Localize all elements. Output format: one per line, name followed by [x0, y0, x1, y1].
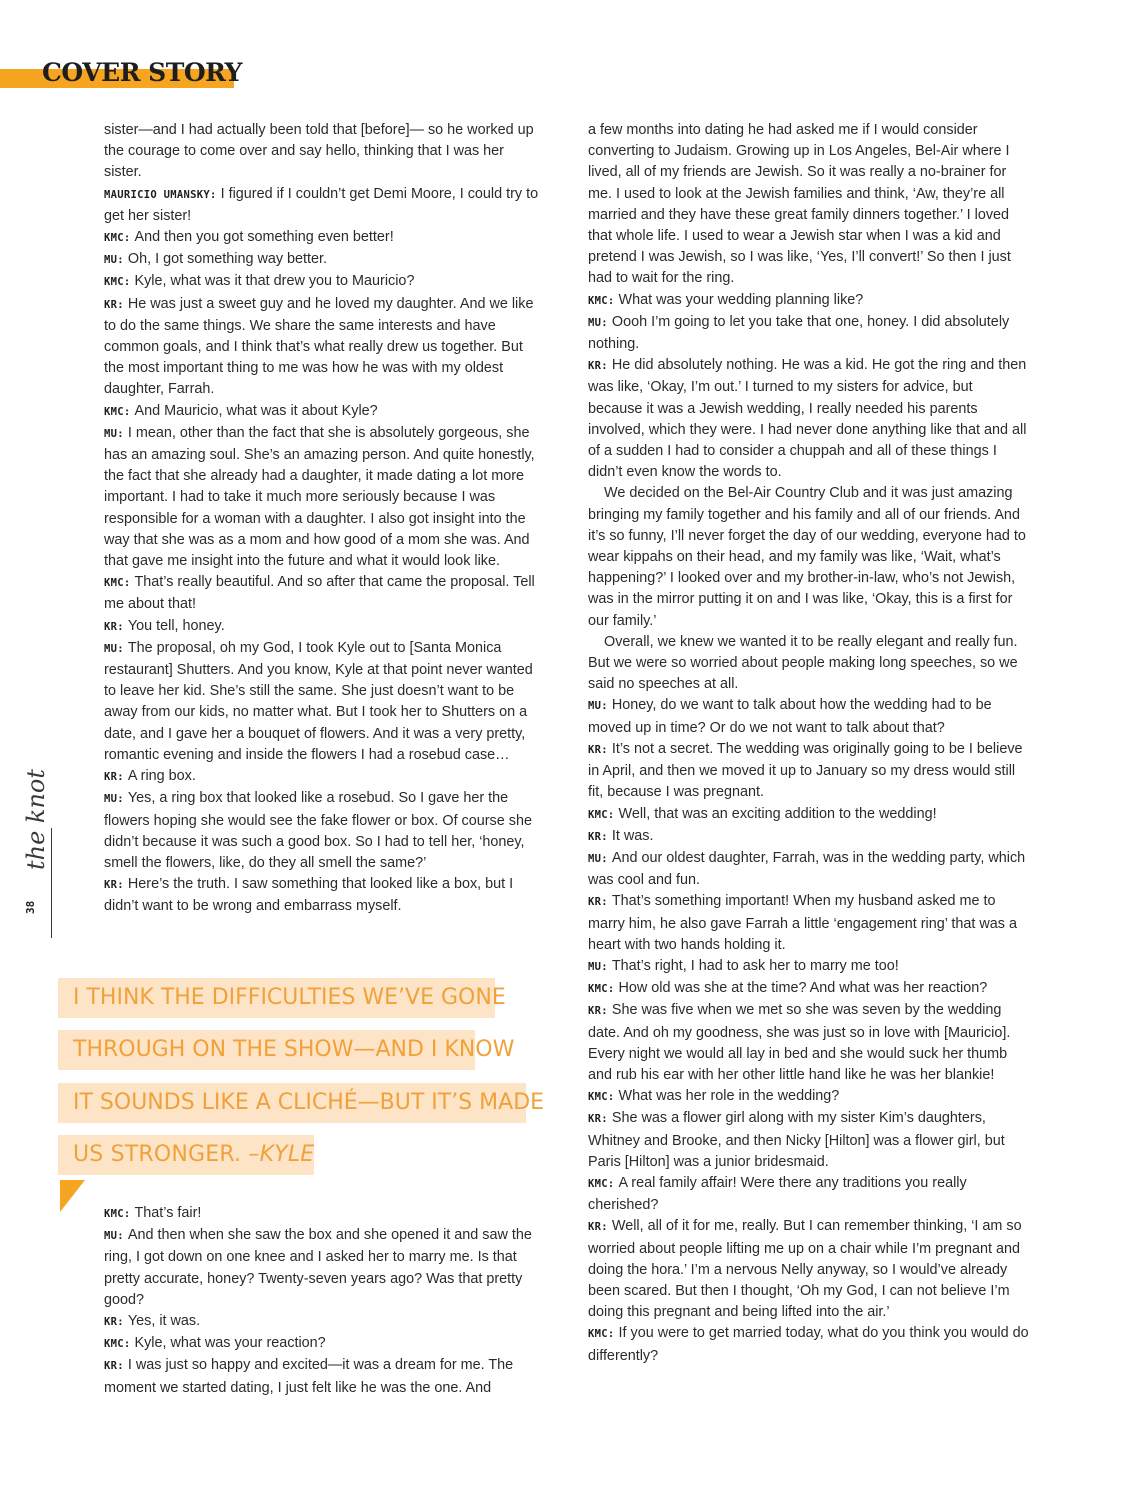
speaker-label: KR:	[588, 896, 608, 909]
paragraph	[104, 1203, 544, 1225]
paragraph-text: I mean, other than the fact that she is absolutely gorgeous, she has an amazing soul. She’s an amazing person. And quite honestly, the fact that she already had a daughter, it made dating a lot more important. I had to take it much more seriously because I was responsible for a woman with a daughter. I also got insight into the way that she was as a mom and how good of a mom she was. And that gave me insight into the future and what it would look like.	[104, 424, 535, 570]
speaker-label: KR:	[104, 771, 124, 784]
paragraph	[588, 1323, 1030, 1366]
paragraph	[588, 956, 1030, 978]
speaker-label: MU:	[588, 316, 608, 329]
paragraph-text: Well, that was an exciting addition to the wedding!	[618, 805, 937, 822]
paragraph	[588, 826, 1030, 848]
pull-quote-attribution: KYLE	[259, 1142, 315, 1167]
paragraph	[104, 1225, 544, 1311]
paragraph-text: He did absolutely nothing. He was a kid. He got the ring and then was like, ‘Okay, I’m out.’ I turned to my sisters for advice, but because it was a Jewish wedding, I really needed his parents involved, which they were. I had never done anything like that and all of a sudden I had to consider a chuppah and all of these things I didn’t even know the words to.	[588, 357, 1027, 481]
paragraph	[104, 572, 544, 615]
speaker-label: KMC:	[588, 294, 615, 307]
paragraph	[588, 1108, 1030, 1173]
speaker-label: MU:	[104, 793, 124, 806]
paragraph	[104, 766, 544, 788]
paragraph-text: Overall, we knew we wanted it to be really elegant and really fun. But we were so worried about people making long speeches, so we said no speeches at all.	[588, 633, 1018, 693]
paragraph-text: She was five when we met so she was seven by the wedding date. And oh my goodness, she was just so in love with [Mauricio]. Every night we would all lay in bed and she would suck her thumb and rub his ear with her other little hand like he was her blankie!	[588, 1002, 1011, 1083]
paragraph	[104, 1333, 544, 1355]
paragraph	[588, 1216, 1030, 1323]
pull-quote-line: I THINK THE DIFFICULTIES WE’VE GONE	[58, 978, 495, 1018]
paragraph-text: It’s not a secret. The wedding was originally going to be I believe in April, and then we moved it up to January so my dress would still fit, because I was pregnant.	[588, 740, 1023, 801]
paragraph	[104, 271, 544, 293]
paragraph-text: What was your wedding planning like?	[618, 291, 864, 308]
paragraph-text: Well, all of it for me, really. But I can remember thinking, ‘I am so worried about people lifting me up on a chair while I’m pregnant and doing the hora.’ I’m a nervous Nelly anyway, so I would’ve already been scared. But then I thought, ‘Oh my God, I can not believe I’m doing this pregnant and being lifted into the air.’	[588, 1218, 1022, 1321]
speaker-label: MAURICIO UMANSKY:	[104, 188, 217, 201]
paragraph-text: A real family affair! Were there any traditions you really cherished?	[588, 1174, 967, 1214]
paragraph-text: That’s something important! When my husband asked me to marry him, he also gave Farrah a little ‘engagement ring’ that was a heart with two hands holding it.	[588, 893, 1017, 953]
paragraph-text: You tell, honey.	[127, 617, 225, 634]
paragraph	[588, 632, 1030, 696]
speaker-label: MU:	[588, 852, 608, 865]
magazine-logo: the knot	[22, 768, 50, 870]
speaker-label: KMC:	[588, 1091, 615, 1104]
speaker-label: KR:	[588, 360, 608, 373]
speaker-label: MU:	[104, 642, 124, 655]
folio-divider	[51, 828, 52, 938]
paragraph-text: sister—and I had actually been told that [before]— so he worked up the courage to come over and say hello, thinking that I was her sister.	[104, 122, 534, 181]
paragraph	[588, 1086, 1030, 1108]
section-header	[0, 58, 242, 88]
paragraph-text: Here’s the truth. I saw something that looked like a box, but I didn’t want to be wrong and embarrass myself.	[104, 876, 514, 915]
paragraph	[104, 423, 544, 572]
paragraph-text: He was just a sweet guy and he loved my daughter. And we like to do the same things. We share the same interests and have common goals, and I think that’s what really drew us together. But the most important thing to me was how he was with my oldest daughter, Farrah.	[104, 295, 534, 398]
right-column	[588, 120, 1030, 1367]
paragraph-text: Yes, a ring box that looked like a rosebud. So I gave her the flowers hoping she would see the fake flower or box. Of course she didn’t because it was such a good box. So I had to tell her, ‘honey, smell the flowers, like, do they all smell the same?’	[104, 790, 532, 871]
paragraph-text: And then when she saw the box and she opened it and saw the ring, I got down on one knee and I asked her to marry me. Is that pretty accurate, honey? Twenty-seven years ago? Was that pretty good?	[104, 1227, 532, 1308]
speaker-label: KMC:	[104, 276, 131, 289]
paragraph-text: That’s right, I had to ask her to marry me too!	[611, 957, 899, 974]
left-column-top	[104, 120, 544, 918]
paragraph-text: That’s fair!	[134, 1205, 202, 1221]
speaker-label: KR:	[104, 298, 124, 311]
speaker-label: KR:	[588, 1005, 608, 1018]
speaker-label: MU:	[104, 254, 124, 267]
paragraph	[588, 1000, 1030, 1086]
paragraph-text: Oh, I got something way better.	[127, 251, 328, 268]
paragraph-text: A ring box.	[127, 768, 196, 785]
speaker-label: MU:	[588, 700, 608, 713]
paragraph	[588, 978, 1030, 1000]
speaker-label: KMC:	[104, 1338, 131, 1351]
pull-quote-corner-icon	[60, 1180, 85, 1212]
paragraph-text: It was.	[611, 827, 654, 844]
paragraph	[104, 294, 544, 401]
paragraph-text: Honey, do we want to talk about how the wedding had to be moved up in time? Or do we not want to talk about that?	[588, 697, 992, 736]
paragraph	[588, 1173, 1030, 1216]
paragraph	[104, 638, 544, 766]
paragraph	[588, 804, 1030, 826]
paragraph-text: What was her role in the wedding?	[618, 1088, 840, 1105]
pull-quote-text: US STRONGER. –	[73, 1142, 260, 1167]
paragraph	[588, 695, 1030, 738]
paragraph	[588, 355, 1030, 483]
paragraph	[104, 249, 544, 271]
paragraph-text: Yes, it was.	[127, 1313, 201, 1330]
speaker-label: MU:	[588, 960, 608, 973]
speaker-label: KR:	[104, 1316, 124, 1329]
pull-quote-line: IT SOUNDS LIKE A CLICHÉ—BUT IT’S MADE	[58, 1083, 526, 1123]
paragraph-text: And Mauricio, what was it about Kyle?	[134, 402, 378, 419]
paragraph	[588, 739, 1030, 804]
paragraph	[104, 616, 544, 638]
left-column-bottom	[104, 1203, 544, 1399]
paragraph	[588, 891, 1030, 956]
paragraph	[588, 120, 1030, 290]
paragraph	[104, 227, 544, 249]
speaker-label: KR:	[588, 743, 608, 756]
speaker-label: MU:	[104, 1230, 124, 1243]
paragraph-text: Kyle, what was it that drew you to Mauricio?	[134, 273, 415, 290]
paragraph	[104, 874, 544, 917]
speaker-label: KR:	[588, 1221, 608, 1234]
section-title: COVER STORY	[42, 58, 242, 87]
paragraph	[104, 1355, 544, 1398]
paragraph	[104, 120, 544, 184]
paragraph-text: I was just so happy and excited—it was a dream for me. The moment we started dating, I just felt like he was the one. And	[104, 1357, 514, 1396]
paragraph-text: And our oldest daughter, Farrah, was in the wedding party, which was cool and fun.	[588, 849, 1026, 889]
speaker-label: KMC:	[104, 577, 131, 590]
paragraph-text: a few months into dating he had asked me if I would consider converting to Judaism. Growing up in Los Angeles, Bel-Air where I lived, all of my friends are Jewish. So it was really a no-brainer for me. I used to look at the Jewish families and think, ‘Aw, they’re all married and they have these great family dinners together.’ I loved that whole life. I used to wear a Jewish star when I was a kid and pretend I was Jewish, so I was like, ‘Yes, I’ll convert!’ So then I just had to wait for the ring.	[588, 122, 1011, 287]
speaker-label: KMC:	[588, 808, 615, 821]
paragraph-text: And then you got something even better!	[134, 229, 394, 246]
paragraph-text: She was a flower girl along with my sister Kim’s daughters, Whitney and Brooke, and then Nicky [Hilton] was a flower girl, but Paris [Hilton] was a junior bridesmaid.	[588, 1110, 1005, 1170]
speaker-label: KMC:	[588, 983, 615, 996]
speaker-label: KR:	[104, 879, 124, 892]
paragraph	[588, 848, 1030, 891]
paragraph-text: Kyle, what was your reaction?	[134, 1335, 326, 1352]
speaker-label: KR:	[588, 830, 608, 843]
pull-quote-line-last	[58, 1135, 314, 1175]
paragraph	[104, 184, 544, 227]
paragraph-text: That’s really beautiful. And so after that came the proposal. Tell me about that!	[104, 574, 535, 613]
speaker-label: KR:	[104, 1360, 124, 1373]
paragraph-text: The proposal, oh my God, I took Kyle out to [Santa Monica restaurant] Shutters. And you know, Kyle at that point never wanted to leave her kid. She’s still the same. She just doesn’t want to be away from our kids, no matter what. But I took her to Shutters on a date, and I gave her a bouquet of flowers. And it was a very pretty, romantic evening and inside the flowers I had a rosebud case…	[104, 639, 533, 763]
paragraph-text: Oooh I’m going to let you take that one, honey. I did absolutely nothing.	[588, 313, 1010, 353]
speaker-label: KR:	[104, 620, 124, 633]
speaker-label: KMC:	[104, 1208, 131, 1220]
paragraph-text: We decided on the Bel-Air Country Club and it was just amazing bringing my family together and his family and all of our friends. And it’s so funny, I’ll never forget the day of our wedding, everyone had to wear kippahs on their head, and my family was like, ‘Wait, what’s happening?’ I looked over and my brother-in-law, who’s not Jewish, was in the mirror putting it on and I was like, ‘Okay, this is a first for our family.’	[588, 485, 1026, 629]
page-folio	[22, 768, 60, 938]
page-number: 38	[24, 900, 37, 914]
paragraph-text: How old was she at the time? And what was her reaction?	[618, 980, 988, 997]
paragraph	[588, 290, 1030, 312]
paragraph	[104, 401, 544, 423]
speaker-label: MU:	[104, 427, 124, 440]
speaker-label: KMC:	[588, 1177, 615, 1190]
paragraph	[104, 1311, 544, 1333]
speaker-label: KR:	[588, 1113, 608, 1126]
paragraph	[588, 483, 1030, 631]
pull-quote-line: THROUGH ON THE SHOW—AND I KNOW	[58, 1030, 475, 1070]
speaker-label: KMC:	[588, 1328, 615, 1341]
paragraph-text: If you were to get married today, what do you think you would do differently?	[588, 1325, 1029, 1364]
speaker-label: KMC:	[104, 405, 131, 418]
paragraph	[104, 788, 544, 874]
paragraph-text: I figured if I couldn’t get Demi Moore, I could try to get her sister!	[104, 185, 539, 224]
paragraph	[588, 312, 1030, 355]
speaker-label: KMC:	[104, 232, 131, 245]
